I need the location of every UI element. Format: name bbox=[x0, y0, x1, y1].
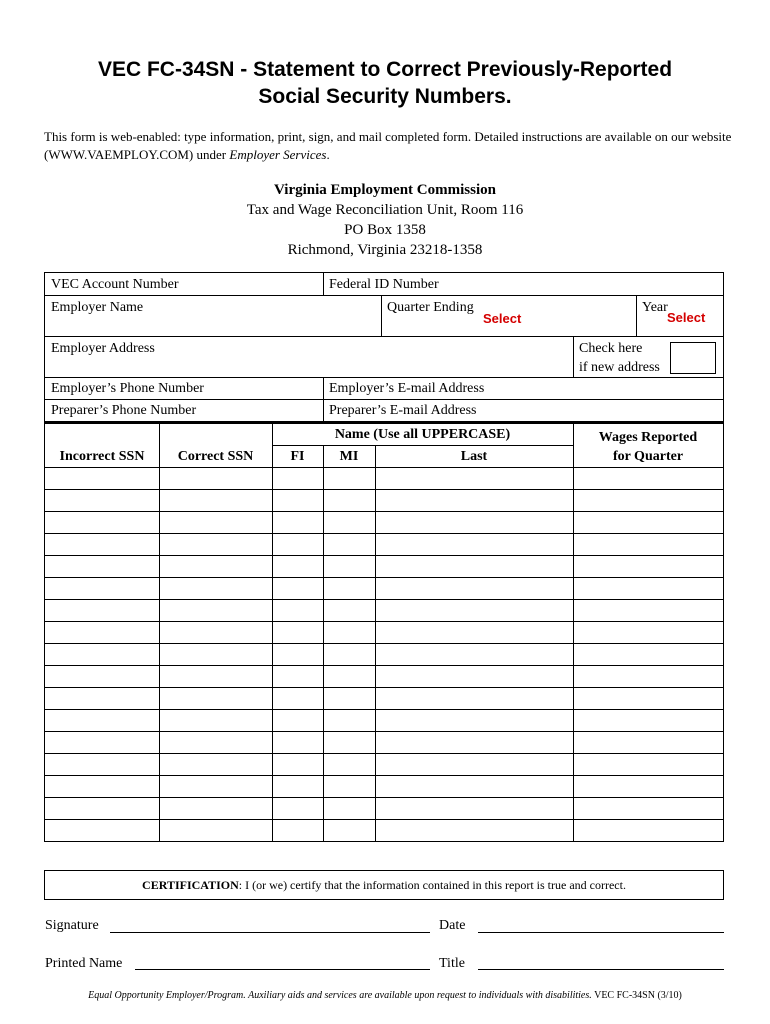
table-row[interactable] bbox=[45, 665, 723, 666]
new-address-label: if new address bbox=[579, 360, 660, 375]
table-row[interactable] bbox=[45, 797, 723, 798]
table-row[interactable] bbox=[45, 687, 723, 688]
vec-account-label: VEC Account Number bbox=[51, 277, 179, 292]
intro-emphasis: Employer Services bbox=[229, 147, 327, 162]
employer-phone-label: Employer’s Phone Number bbox=[51, 381, 204, 396]
table-row[interactable] bbox=[45, 731, 723, 732]
employer-name-label: Employer Name bbox=[51, 300, 144, 315]
signature-label: Signature bbox=[45, 918, 99, 933]
year-label: Year bbox=[642, 300, 668, 315]
certification-box bbox=[44, 870, 724, 900]
quarter-select[interactable]: Select bbox=[483, 311, 522, 326]
form-title-line2: Social Security Numbers. bbox=[258, 85, 512, 108]
form-code: VEC FC-34SN (3/10) bbox=[591, 990, 682, 1001]
employer-address-label: Employer Address bbox=[51, 341, 155, 356]
table-row[interactable] bbox=[45, 599, 723, 600]
certification-label: CERTIFICATION bbox=[142, 878, 239, 892]
agency-address bbox=[0, 180, 770, 260]
name-group-header: Name (Use all UPPERCASE) bbox=[334, 427, 511, 442]
new-address-checkbox[interactable] bbox=[670, 342, 716, 374]
correct-ssn-header: Correct SSN bbox=[177, 449, 254, 464]
form-box bbox=[44, 272, 724, 842]
table-row[interactable] bbox=[45, 819, 723, 820]
employer-email-label: Employer’s E-mail Address bbox=[329, 381, 485, 396]
table-row[interactable] bbox=[45, 709, 723, 710]
table-row[interactable] bbox=[45, 621, 723, 622]
signature-line[interactable] bbox=[110, 932, 430, 933]
preparer-email-label: Preparer’s E-mail Address bbox=[329, 403, 477, 418]
agency-name: Virginia Employment Commission bbox=[274, 182, 496, 198]
wages-header-line1: Wages Reported bbox=[598, 430, 698, 445]
table-row[interactable] bbox=[45, 753, 723, 754]
table-row[interactable] bbox=[45, 489, 723, 490]
intro-end: . bbox=[326, 147, 330, 162]
federal-id-label: Federal ID Number bbox=[329, 277, 439, 292]
table-row[interactable] bbox=[45, 533, 723, 534]
mi-header: MI bbox=[339, 449, 359, 464]
form-title-line1: VEC FC-34SN - Statement to Correct Previously-Reported bbox=[97, 58, 673, 81]
printed-name-label: Printed Name bbox=[45, 956, 123, 971]
form-title bbox=[0, 56, 770, 110]
fi-header: FI bbox=[290, 449, 305, 464]
check-here-label: Check here bbox=[579, 341, 643, 356]
quarter-ending-label: Quarter Ending bbox=[387, 300, 474, 315]
table-row[interactable] bbox=[45, 555, 723, 556]
preparer-phone-label: Preparer’s Phone Number bbox=[51, 403, 197, 418]
year-select[interactable]: Select bbox=[667, 310, 706, 325]
table-row[interactable] bbox=[45, 775, 723, 776]
title-line[interactable] bbox=[478, 969, 724, 970]
wages-header-line2: for Quarter bbox=[612, 449, 684, 464]
table-row[interactable] bbox=[45, 511, 723, 512]
title-label: Title bbox=[439, 956, 465, 971]
footer bbox=[0, 990, 770, 1001]
date-line[interactable] bbox=[478, 932, 724, 933]
certification-text: : I (or we) certify that the information contained in this report is true and correct. bbox=[238, 878, 626, 892]
intro-body: This form is web-enabled: type information, print, sign, and mail completed form. Detailed instructions are available on our website (WWW.VAEMPLOY.COM) under bbox=[44, 129, 732, 162]
date-label: Date bbox=[439, 918, 466, 933]
last-header: Last bbox=[460, 449, 488, 464]
intro-text bbox=[44, 128, 734, 164]
table-row[interactable] bbox=[45, 577, 723, 578]
printed-name-line[interactable] bbox=[135, 969, 430, 970]
agency-pobox: PO Box 1358 bbox=[344, 222, 426, 238]
incorrect-ssn-header: Incorrect SSN bbox=[59, 449, 145, 464]
agency-unit: Tax and Wage Reconciliation Unit, Room 116 bbox=[246, 202, 524, 218]
agency-city: Richmond, Virginia 23218-1358 bbox=[287, 242, 483, 258]
footer-text: Equal Opportunity Employer/Program. Auxiliary aids and services are available upon request to individuals with disabilities. bbox=[88, 990, 592, 1001]
table-row[interactable] bbox=[45, 643, 723, 644]
